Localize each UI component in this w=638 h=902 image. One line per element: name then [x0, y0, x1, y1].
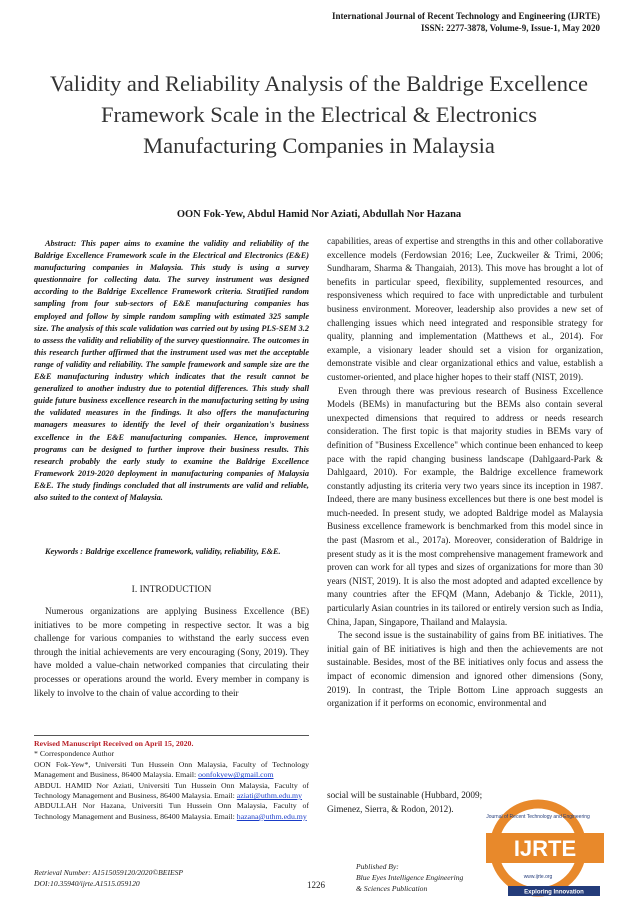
journal-name: International Journal of Recent Technology and Engineering (IJRTE)	[332, 11, 600, 21]
author-note-3	[34, 801, 309, 822]
footer-left	[34, 868, 183, 890]
author-email-link[interactable]: aziati@uthm.edu.my	[236, 791, 303, 801]
keywords	[34, 546, 309, 558]
introduction-column	[34, 605, 309, 700]
logo-url: www.ijrte.org	[523, 874, 553, 880]
logo-tagline: Exploring Innovation	[524, 889, 584, 896]
footnote-divider	[34, 735, 309, 736]
section-heading-introduction: I. INTRODUCTION	[131, 585, 212, 595]
author-affiliation: ABDUL HAMID Nor Aziati, Universiti Tun Hussein Onn Malaysia, Faculty of Technology Management and Business, 86400 Malaysia. Email:	[34, 780, 309, 801]
author-email-link[interactable]: oonfokyew@gmail.com	[198, 770, 274, 780]
author-note-1	[34, 760, 309, 781]
doi: DOI:10.35940/ijrte.A1515.059120	[34, 878, 140, 888]
author-email-link[interactable]: hazana@uthm.edu.my	[236, 811, 307, 821]
author-affiliation: OON Fok-Yew*, Universiti Tun Hussein Onn Malaysia, Faculty of Technology Management and Business, 86400 Malaysia. Email:	[34, 759, 309, 780]
author-affiliation: ABDULLAH Nor Hazana, Universiti Tun Hussein Onn Malaysia, Faculty of Technology Management and Business, 86400 Malaysia. Email:	[34, 801, 309, 821]
publisher-name-1: Blue Eyes Intelligence Engineering	[356, 872, 464, 882]
retrieval-number: Retrieval Number: A1515059120/2020©BEIESP	[34, 868, 184, 877]
abstract-text: Abstract: This paper aims to examine the validity and reliability of the Baldrige Excellence Framework scale in the Electrical and Electronics (E&E) manufacturing companies in Malaysia. This study is using a survey questionnaire for collecting data. The survey instrument was designed according to the Baldrige Excellence Framework criteria. Stratified random sampling from four sub-sectors of E&E manufacturing companies has employed and follow by simple random sampling with estimated 325 sample size. The analysis of this scale validation was carried out by using PLS-SEM 3.2 to assess the validity and reliability of the survey questionnaire. The outcomes in this research further affirmed that the instrument used was met the acceptable range of validity and reliability. The sample framework and sample size are the E&E manufacturing industry which indicates that the result cannot be generalized to another industry due to potential differences. This study shall guide future business excellence research in the manufacturing setting by using the validated measures in the findings. It also offers the manufacturing managers measures to identify the level of their organization's business excellence in the E&E manufacturing companies. Hence, improvement programs can be designed to further improve their business results. This research probably the early study to examine the Baldrige Excellence Framework 2019-2020 deployment in manufacturing companies of Malaysia E&E. The study findings concluded that all instruments are valid and reliable, also suited to the context of Malaysia.	[34, 239, 309, 502]
revised-note: Revised Manuscript Received on April 15, 2020.	[34, 739, 194, 748]
paper-title: Validity and Reliability Analysis of the Baldrige Excellence Framework Scale in the Electrical & Electronics Manufacturing Companies in Malaysia	[50, 71, 588, 158]
author-note-2	[34, 781, 309, 802]
intro-paragraph: Numerous organizations are applying Business Excellence (BE) initiatives to be more competing in respective sector. It was a big challenge for various companies to withstand the early success even through the initial achievements are very encouraging (Sony, 2019). They have molded a value-chain networked companies that circulating their processes or operations around the world. Every member in company is likely to involve to the chain of value according to their	[34, 606, 309, 698]
footnotes	[34, 739, 309, 822]
author-list: OON Fok-Yew, Abdul Hamid Nor Aziati, Abdullah Nor Hazana	[176, 209, 462, 220]
ijrte-logo	[486, 798, 604, 898]
body-paragraph: capabilities, areas of expertise and strengths in this and other collaborative excellence models (Ferdowsian 2016; Lee, Zuckweiler & Trimi, 2006; Sundharam, Sharma & Thangaiah, 2013). This move has brought a lot of benefits in particular speed, flexibility, supplemented resources, and responsiveness which required to face with unpredictable and turbulent business environment. Moreover, leadership also provides a new set of challenging issues which need integrated and responsible strategy for quality, planning and implementation (Matthews et al., 2014). For example, a visionary leader should set a vision for organization, demonstrate visible and clear organizational ethics and value, establish a customer-oriented, and place higher hopes to their staff (NIST, 2019).	[327, 236, 603, 382]
published-by-label: Published By:	[356, 862, 399, 871]
journal-issn: ISSN: 2277-3878, Volume-9, Issue-1, May 2020	[420, 23, 600, 33]
correspondence-note: * Correspondence Author	[34, 749, 115, 759]
body-paragraph-partial: social will be sustainable (Hubbard, 2009; Gimenez, Sierra, & Rodon, 2012).	[327, 790, 483, 814]
body-paragraph: The second issue is the sustainability of gains from BE initiatives. The initial gain of BE initiatives is high and then the achievements are not sustainable. Besides, most of the BE initiatives only focus and assess the impact of economic dimension and ignored other dimensions (Sony, 2019). In contrast, the Triple Bottom Line approach suggests an organization if it performs on economic, environmental and	[327, 630, 603, 709]
abstract	[34, 238, 309, 504]
journal-header	[332, 10, 600, 34]
logo-text: IJRTE	[513, 836, 577, 861]
right-column	[327, 235, 603, 711]
keywords-text: Keywords : Baldrige excellence framework, validity, reliability, E&E.	[45, 547, 281, 556]
publisher-name-2: & Sciences Publication	[356, 883, 428, 893]
body-paragraph: Even through there was previous research of Business Excellence Models (BEMs) in manufacturing but the BEMs also contain several unexpected dimensions that required to address or needs research consideration. The first topic is that majority studies in BEMs vary of definition of "Business Excellence" which continue been enhanced to keep pace with the rapid changing business landscape (Dahlgaard-Park & Dahlgaard, 2010). For example, the Baldrige excellence framework constantly adjusting its criteria very two years since its inception in 1987. Indeed, there are many business excellences but there is one best model is much-needed. In present study, we adopted Baldrige model as Malaysia Business excellence framework is benchmarked from this model since in the past (Masrom et al., 2017a). Moreover, consideration of Baldrige in present study as it is the most comprehensive management framework and proven can work for all types and sizes of organizations for more than 30 years (NIST, 2019). It is also the most adopted and adapted excellence by many countries after the EFQM (Mann, Adebanjo & Tickle, 2011), particularly Asian countries in its tailored or entirely version such as India, China, Japan, Singapore, Thailand and Malaysia.	[327, 385, 603, 627]
page-number: 1226	[307, 880, 325, 890]
footer-publisher	[356, 862, 463, 894]
logo-ring-text: Journal of Recent Technology and Engineering	[486, 814, 590, 820]
